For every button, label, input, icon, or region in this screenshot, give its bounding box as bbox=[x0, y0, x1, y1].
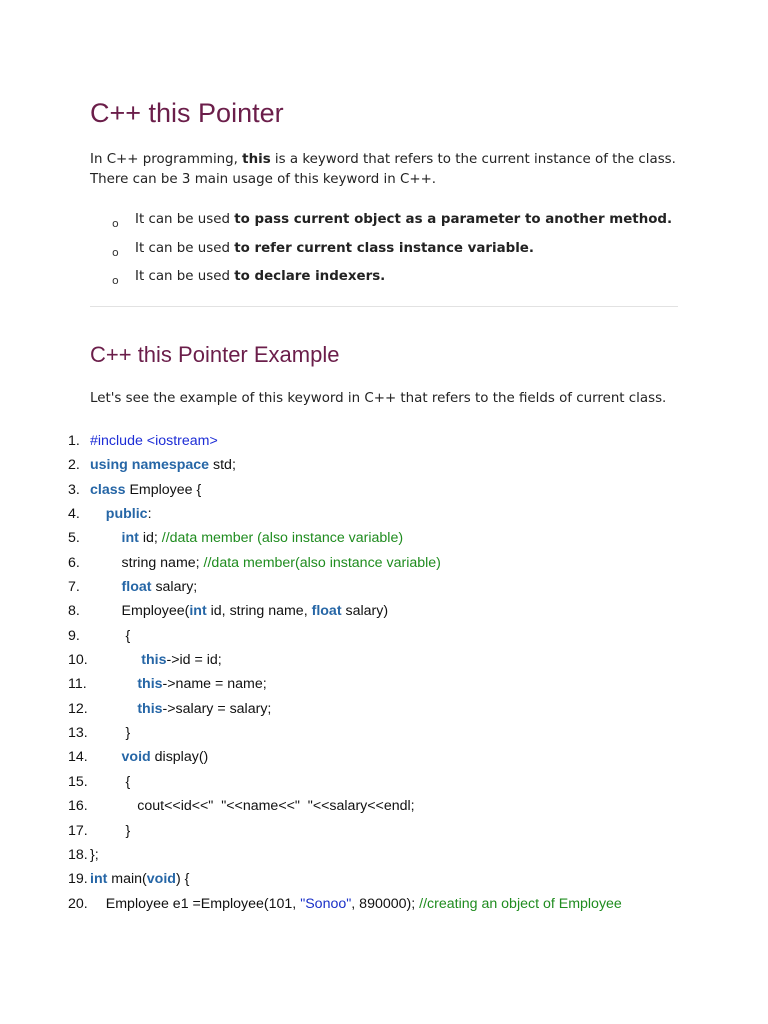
page-title: C++ this Pointer bbox=[90, 98, 284, 128]
code-token: cout<<id<<" "<<name<<" "<<salary<<endl; bbox=[90, 798, 415, 815]
example-title: C++ this Pointer Example bbox=[90, 342, 340, 367]
code-text bbox=[90, 576, 197, 598]
code-token bbox=[90, 652, 141, 668]
line-number: 8. bbox=[68, 603, 80, 620]
bullet-marker: o bbox=[112, 245, 119, 259]
line-number: 12. bbox=[68, 700, 88, 717]
code-keyword: using namespace bbox=[90, 457, 210, 474]
code-token bbox=[90, 701, 137, 717]
line-number: 5. bbox=[68, 530, 80, 547]
code-token: ->id = id; bbox=[166, 652, 222, 669]
line-number: 9. bbox=[68, 627, 80, 644]
code-keyword: this bbox=[137, 700, 163, 717]
code-text bbox=[90, 649, 222, 671]
line-number: 10. bbox=[68, 652, 88, 669]
code-token: Employee e1 =Employee(101, bbox=[90, 895, 301, 912]
code-keyword: float bbox=[121, 579, 152, 596]
code-token: }; bbox=[90, 846, 99, 863]
intro-text-line2: There can be 3 main usage of this keyword in C++. bbox=[90, 172, 437, 187]
line-number: 14. bbox=[68, 749, 88, 766]
code-token: , 890000); bbox=[351, 895, 420, 912]
code-token: { bbox=[90, 773, 131, 790]
code-token bbox=[90, 579, 122, 595]
example-description: Let's see the example of this keyword in C++ that refers to the fields of current class. bbox=[90, 391, 667, 406]
line-number: 17. bbox=[68, 822, 88, 839]
code-keyword: int bbox=[121, 530, 139, 547]
intro-text-part1: In C++ programming, bbox=[90, 152, 243, 167]
code-token bbox=[90, 676, 137, 692]
code-text bbox=[90, 625, 130, 647]
code-text bbox=[90, 746, 208, 768]
line-number: 18. bbox=[68, 846, 88, 863]
code-text bbox=[90, 479, 201, 501]
code-token: std; bbox=[209, 457, 236, 474]
usage-bold-text: to pass current object as a parameter to another method. bbox=[234, 212, 673, 227]
usage-prefix: It can be used bbox=[135, 269, 235, 284]
code-text bbox=[90, 893, 622, 915]
code-token: { bbox=[90, 627, 131, 644]
intro-text-part2: is a keyword that refers to the current instance of the class. bbox=[270, 152, 676, 167]
intro-keyword: this bbox=[242, 152, 271, 167]
line-number: 11. bbox=[68, 676, 87, 693]
code-text bbox=[90, 722, 130, 744]
code-text bbox=[90, 503, 152, 525]
usage-bold-text: to declare indexers. bbox=[234, 269, 386, 284]
code-token: main( bbox=[107, 871, 147, 888]
code-token: ->salary = salary; bbox=[162, 700, 272, 717]
code-comment: //data member (also instance variable) bbox=[161, 530, 404, 547]
code-token: } bbox=[90, 725, 131, 742]
line-number: 20. bbox=[68, 895, 88, 912]
code-comment: //data member(also instance variable) bbox=[203, 554, 441, 571]
bullet-marker: o bbox=[112, 217, 119, 230]
code-token bbox=[90, 506, 106, 522]
code-token: ) { bbox=[175, 871, 190, 888]
code-token: ->name = name; bbox=[162, 676, 267, 693]
code-token bbox=[90, 530, 122, 546]
line-number: 13. bbox=[68, 725, 88, 742]
code-token: : bbox=[147, 506, 152, 523]
code-token: string name; bbox=[90, 554, 204, 571]
line-number: 4. bbox=[68, 506, 80, 523]
line-number: 2. bbox=[68, 457, 80, 474]
code-keyword: void bbox=[146, 871, 176, 888]
code-text bbox=[90, 868, 189, 890]
code-token: Employee { bbox=[125, 481, 202, 498]
section-divider bbox=[90, 306, 678, 307]
bullet-marker: o bbox=[112, 274, 119, 287]
code-text bbox=[90, 820, 130, 842]
usage-bold-text: to refer current class instance variable. bbox=[234, 240, 534, 256]
code-text bbox=[90, 844, 99, 866]
intro-paragraph bbox=[90, 150, 690, 190]
code-keyword: float bbox=[311, 603, 342, 620]
code-keyword: this bbox=[141, 652, 167, 669]
line-number: 16. bbox=[68, 798, 88, 815]
usage-prefix: It can be used bbox=[135, 240, 235, 256]
code-text bbox=[90, 795, 415, 817]
code-text bbox=[90, 600, 388, 622]
code-keyword: this bbox=[137, 676, 163, 693]
code-string: "Sonoo" bbox=[300, 895, 352, 912]
code-comment: //creating an object of Employee bbox=[419, 895, 622, 912]
code-token: id; bbox=[138, 530, 162, 547]
code-text bbox=[90, 698, 271, 720]
code-text bbox=[90, 527, 403, 549]
code-keyword: public bbox=[105, 506, 148, 523]
code-preprocessor: #include <iostream> bbox=[90, 433, 218, 449]
line-number: 7. bbox=[68, 579, 80, 596]
code-text bbox=[90, 454, 236, 476]
code-token: salary) bbox=[341, 603, 389, 620]
code-keyword: int bbox=[189, 603, 207, 620]
code-keyword: void bbox=[121, 749, 151, 766]
line-number: 6. bbox=[68, 554, 80, 571]
line-number: 19. bbox=[68, 871, 88, 888]
code-token: id, string name, bbox=[206, 603, 312, 620]
usage-prefix: It can be used bbox=[135, 212, 235, 227]
line-number: 1. bbox=[68, 433, 80, 449]
code-token: salary; bbox=[151, 579, 198, 596]
code-text bbox=[90, 771, 130, 793]
code-token bbox=[90, 749, 122, 765]
line-number: 15. bbox=[68, 773, 88, 790]
code-token: display() bbox=[150, 749, 209, 766]
code-text bbox=[90, 552, 441, 574]
code-token: Employee( bbox=[90, 603, 190, 620]
line-number: 3. bbox=[68, 481, 80, 498]
code-text bbox=[90, 673, 267, 695]
code-text bbox=[90, 430, 218, 452]
code-keyword: class bbox=[90, 481, 126, 498]
code-token: } bbox=[90, 822, 131, 839]
code-keyword: int bbox=[90, 871, 108, 888]
